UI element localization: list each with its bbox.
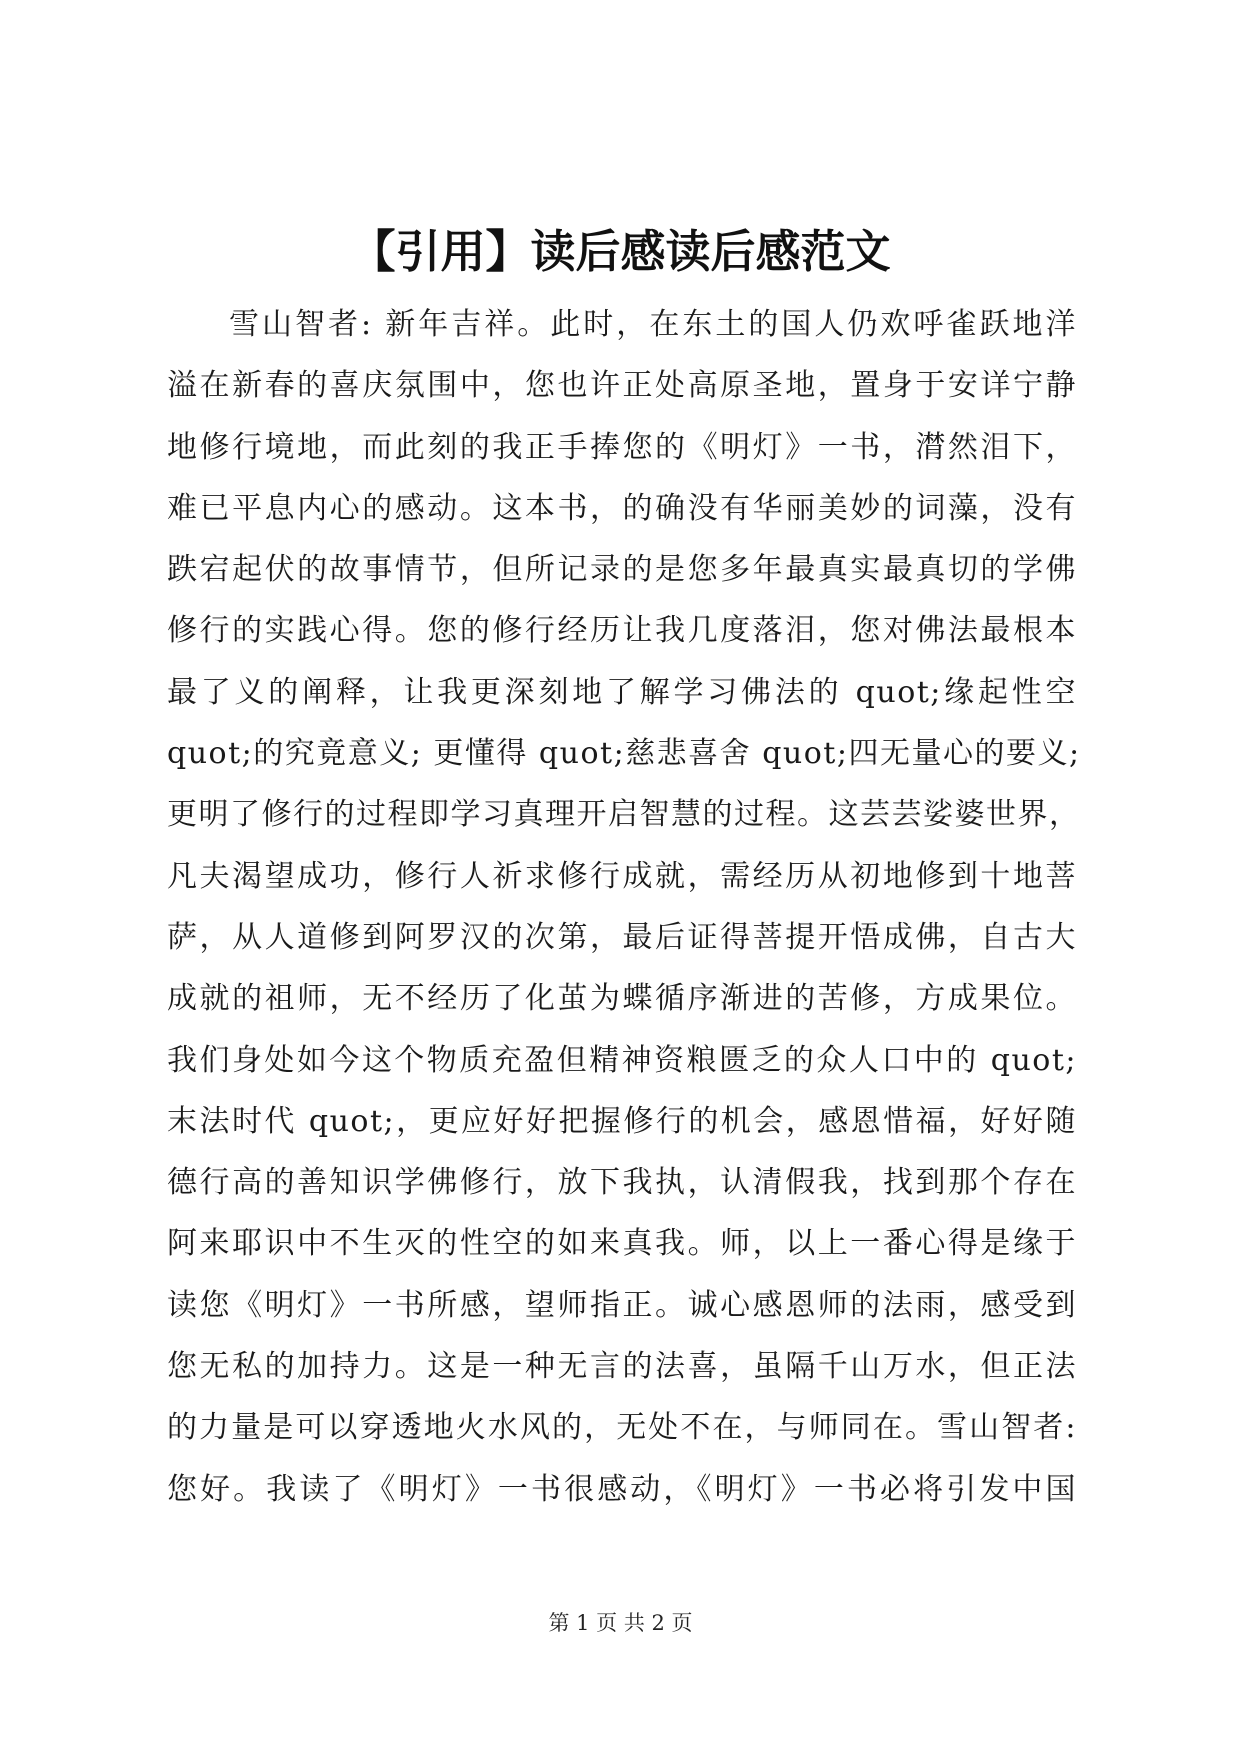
- body-line: 德行高的善知识学佛修行，放下我执，认清假我，找到那个存在: [167, 1165, 1077, 1201]
- body-line: 更明了修行的过程即学习真理开启智慧的过程。这芸芸娑婆世界，: [167, 797, 1081, 833]
- page-footer: 第 1 页 共 2 页: [548, 1611, 693, 1635]
- body-line: quot;的究竟意义; 更懂得 quot;慈悲喜舍 quot;四无量心的要义;: [167, 736, 1081, 772]
- body-line: 末法时代 quot;，更应好好把握修行的机会，感恩惜福，好好随: [167, 1103, 1077, 1139]
- body-line: 地修行境地，而此刻的我正手捧您的《明灯》一书，潸然泪下，: [167, 429, 1077, 465]
- body-line: 成就的祖师，无不经历了化茧为蝶循序渐进的苦修，方成果位。: [167, 981, 1077, 1017]
- body-line: 的力量是可以穿透地火水风的，无处不在，与师同在。雪山智者:: [167, 1410, 1077, 1446]
- body-line: 您无私的加持力。这是一种无言的法喜，虽隔千山万水，但正法: [167, 1349, 1077, 1385]
- body-line: 雪山智者: 新年吉祥。此时，在东土的国人仍欢呼雀跃地洋: [229, 307, 1077, 342]
- body-line: 我们身处如今这个物质充盈但精神资粮匮乏的众人口中的 quot;: [167, 1042, 1077, 1078]
- body-text: [167, 294, 1081, 1520]
- body-line: 凡夫渴望成功，修行人祈求修行成就，需经历从初地修到十地菩: [167, 858, 1077, 894]
- body-line: 萨，从人道修到阿罗汉的次第，最后证得菩提开悟成佛，自古大: [167, 919, 1077, 955]
- document-title: 【引用】读后感读后感范文: [350, 225, 891, 278]
- body-line: 读您《明灯》一书所感，望师指正。诚心感恩师的法雨，感受到: [167, 1287, 1077, 1323]
- body-line: 跌宕起伏的故事情节，但所记录的是您多年最真实最真切的学佛: [167, 552, 1077, 588]
- body-line: 阿来耶识中不生灭的性空的如来真我。师，以上一番心得是缘于: [167, 1226, 1077, 1262]
- body-line: 难已平息内心的感动。这本书，的确没有华丽美妙的词藻，没有: [167, 490, 1077, 526]
- body-line: 修行的实践心得。您的修行经历让我几度落泪，您对佛法最根本: [167, 613, 1077, 649]
- body-line: 溢在新春的喜庆氛围中，您也许正处高原圣地，置身于安详宁静: [167, 368, 1077, 404]
- body-line: 最了义的阐释，让我更深刻地了解学习佛法的 quot;缘起性空: [167, 674, 1077, 710]
- body-line: 您好。我读了《明灯》一书很感动，《明灯》一书必将引发中国: [167, 1471, 1077, 1507]
